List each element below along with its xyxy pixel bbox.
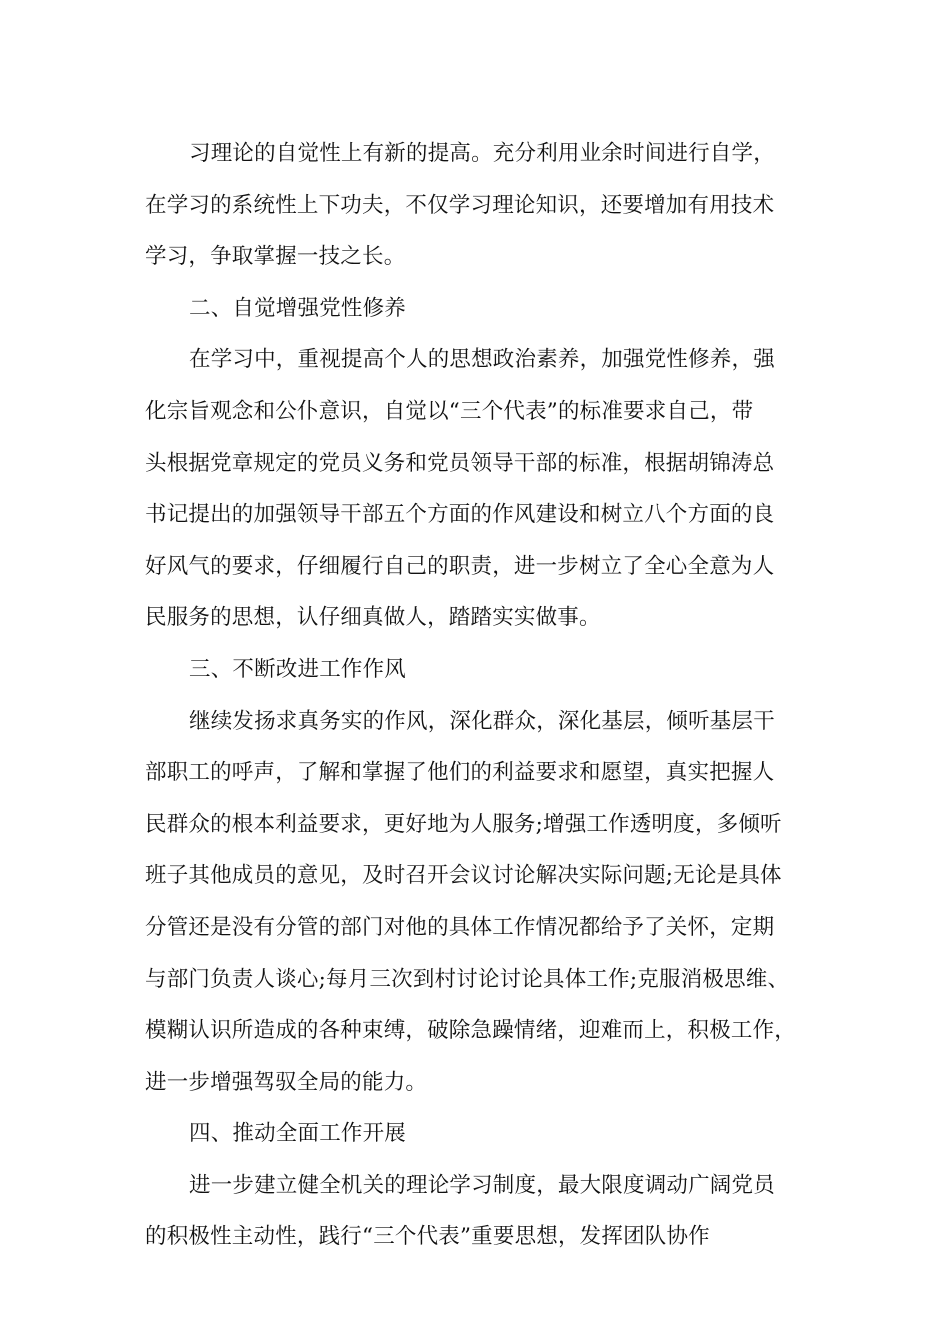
text-line: 部职工的呼声，了解和掌握了他们的利益要求和愿望，真实把握人 <box>145 760 775 786</box>
text-line: 分管还是没有分管的部门对他的具体工作情况都给予了关怀，定期 <box>145 914 775 940</box>
text-line: 民服务的思想，认仔细真做人，踏踏实实做事。 <box>145 605 601 631</box>
section-heading: 三、不断改进工作作风 <box>189 656 407 682</box>
text-line: 学习，争取掌握一技之长。 <box>145 244 406 270</box>
text-line: 班子其他成员的意见，及时召开会议讨论解决实际问题;无论是具体 <box>145 863 782 889</box>
section-heading: 四、推动全面工作开展 <box>189 1121 407 1147</box>
text-line: 模糊认识所造成的各种束缚，破除急躁情绪，迎难而上，积极工作， <box>145 1018 797 1044</box>
text-line: 与部门负责人谈心;每月三次到村讨论讨论具体工作;克服消极思维、 <box>145 966 790 992</box>
text-line: 民群众的根本利益要求，更好地为人服务;增强工作透明度，多倾听 <box>145 811 782 837</box>
document-body <box>145 128 825 1263</box>
section-heading: 二、自觉增强党性修养 <box>189 295 407 321</box>
text-line: 进一步建立健全机关的理论学习制度，最大限度调动广阔党员 <box>189 1172 775 1198</box>
text-line: 继续发扬求真务实的作风，深化群众，深化基层，倾听基层干 <box>189 708 775 734</box>
text-line: 在学习的系统性上下功夫，不仅学习理论知识，还要增加有用技术 <box>145 192 775 218</box>
text-line: 在学习中，重视提高个人的思想政治素养，加强党性修养，强 <box>189 347 775 373</box>
text-line: 书记提出的加强领导干部五个方面的作风建设和树立八个方面的良 <box>145 502 775 528</box>
text-line: 习理论的自觉性上有新的提高。充分利用业余时间进行自学， <box>189 141 775 166</box>
text-line: 好风气的要求，仔细履行自己的职责，进一步树立了全心全意为人 <box>145 553 775 579</box>
text-line: 头根据党章规定的党员义务和党员领导干部的标准，根据胡锦涛总 <box>145 450 775 476</box>
text-line: 进一步增强驾驭全局的能力。 <box>145 1069 428 1095</box>
text-line: 的积极性主动性，践行“三个代表”重要思想，发挥团队协作 <box>145 1224 710 1250</box>
text-line: 化宗旨观念和公仆意识，自觉以“三个代表”的标准要求自己，带 <box>145 398 754 424</box>
